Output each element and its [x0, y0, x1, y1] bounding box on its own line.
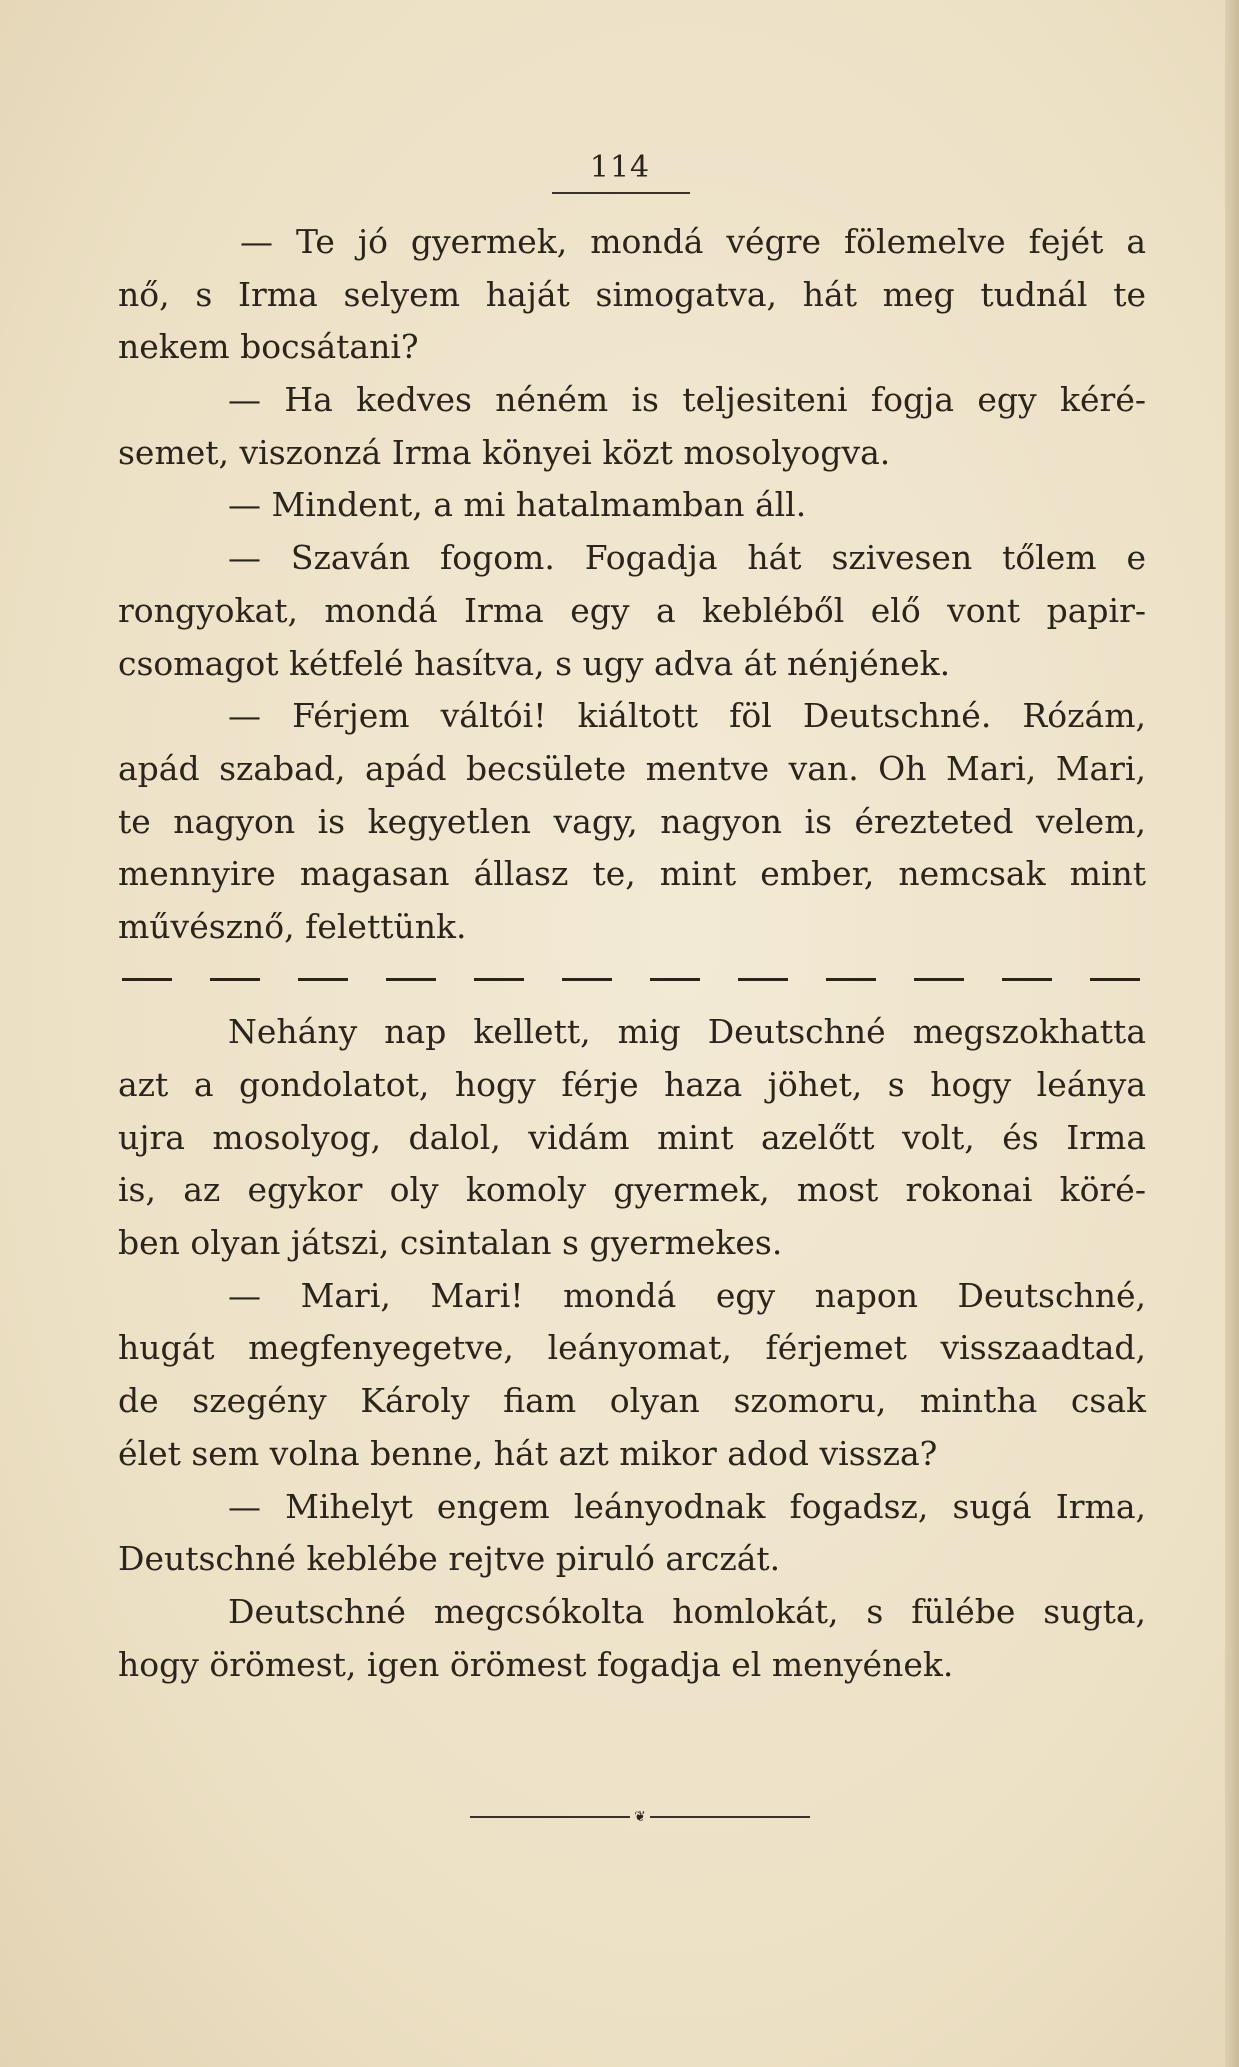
- ornament-mark: ❦: [634, 1809, 646, 1825]
- section-dash: [914, 978, 964, 981]
- text-line: semet, viszonzá Irma könyei közt mosolyogva.: [118, 432, 891, 472]
- text-line: — Te jó gyermek, mondá végre fölemelve fejét a: [240, 222, 1146, 261]
- section-dash: [1002, 978, 1052, 981]
- ornament-rule-left: [470, 1816, 630, 1818]
- section-dash: [474, 978, 524, 981]
- text-line: te nagyon is kegyetlen vagy, nagyon is érezteted velem,: [118, 801, 1146, 841]
- section-dash: [650, 978, 700, 981]
- text-line: de szegény Károly fiam olyan szomoru, mintha csak: [118, 1381, 1146, 1421]
- page-number: 114: [589, 150, 651, 185]
- section-dash: [298, 978, 348, 981]
- text-line: — Mindent, a mi hatalmamban áll.: [228, 485, 807, 525]
- text-line: — Férjem váltói! kiáltott föl Deutschné. Rózám,: [228, 696, 1146, 736]
- end-ornament: [470, 1810, 810, 1824]
- text-line: — Szaván fogom. Fogadja hát szivesen tőlem e: [228, 538, 1146, 578]
- text-line: ujra mosolyog, dalol, vidám mint azelőtt volt, és Irma: [118, 1117, 1146, 1157]
- text-line: nő, s Irma selyem haját simogatva, hát meg tudnál te: [118, 274, 1146, 314]
- section-dash: [210, 978, 260, 981]
- text-line: csomagot kétfelé hasítva, s ugy adva át nénjének.: [118, 643, 951, 683]
- text-line: művésznő, felettünk.: [118, 906, 467, 946]
- section-break-dashes: [118, 954, 1146, 1007]
- section-dash: [562, 978, 612, 981]
- text-line: nekem bocsátani?: [118, 327, 419, 367]
- section-dash: [738, 978, 788, 981]
- text-line: — Ha kedves néném is teljesiteni fogja egy kéré-: [228, 380, 1146, 420]
- text-line: élet sem volna benne, hát azt mikor adod vissza?: [118, 1433, 938, 1473]
- text-line: is, az egykor oly komoly gyermek, most rokonai köré-: [118, 1170, 1146, 1210]
- section-dash: [386, 978, 436, 981]
- text-line: Deutschné megcsókolta homlokát, s fülébe sugta,: [228, 1591, 1146, 1631]
- text-line: Nehány nap kellett, mig Deutschné megszokhatta: [228, 1012, 1146, 1052]
- text-line: hugát megfenyegetve, leányomat, férjemet visszaadtad,: [118, 1328, 1146, 1368]
- ornament-rule-right: [650, 1816, 810, 1818]
- text-line: rongyokat, mondá Irma egy a kebléből elő vont papir-: [118, 590, 1146, 630]
- text-line: azt a gondolatot, hogy férje haza jöhet, s hogy leánya: [118, 1065, 1146, 1104]
- text-line: Deutschné keblébe rejtve piruló arczát.: [118, 1539, 781, 1579]
- text-line: ben olyan játszi, csintalan s gyermekes.: [118, 1223, 783, 1263]
- text-line: apád szabad, apád becsülete mentve van. Oh Mari, Mari,: [118, 748, 1146, 788]
- section-dash: [122, 978, 172, 981]
- section-dash: [1090, 978, 1140, 981]
- text-line: mennyire magasan állasz te, mint ember, nemcsak mint: [118, 854, 1146, 894]
- text-line: — Mari, Mari! mondá egy napon Deutschné,: [228, 1275, 1146, 1315]
- text-line: — Mihelyt engem leányodnak fogadsz, sugá Irma,: [228, 1486, 1146, 1526]
- body-text: [118, 216, 1146, 1691]
- page-edge: [1225, 0, 1239, 2067]
- page-number-underline: [552, 192, 690, 194]
- section-dash: [826, 978, 876, 981]
- text-line: hogy örömest, igen örömest fogadja el menyének.: [118, 1644, 954, 1684]
